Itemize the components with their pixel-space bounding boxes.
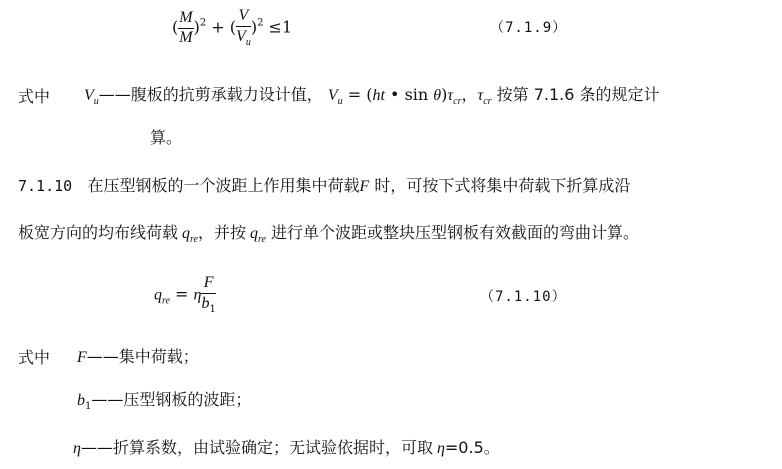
equation-7-1-9: ( $\frac{M}{M}$ )$^2$ + ( $\frac{V}{V_u}$ )$^2$ ≤1: [172, 7, 293, 48]
vu-formula: $V_u = (ht$ • $\sin \theta)\tau_{cr}$: [327, 85, 462, 107]
equation-number-7-1-10: （7.1.10）: [480, 289, 567, 305]
section-7-1-10-line-2: 板宽方向的均布线荷载 $q_{re}$，并按 $q_{re}$ 进行单个波距或整块压型钢板有效截面的弯曲计算。: [18, 223, 640, 245]
equation-7-1-10: $q_{re} = \eta$ $\frac{F}{b_1}$: [154, 274, 216, 315]
where-line-b1: $b_1——$压型钢板的波距；: [77, 390, 252, 412]
where-label-1: 式中: [18, 87, 51, 106]
where-line-f: F——集中荷载；: [77, 347, 199, 366]
where-line-eta: η——折算系数，由试验确定；无试验依据时，可取 η=0.5。: [73, 438, 500, 457]
vu-description: ——腹板的抗剪承载力设计值，: [98, 85, 323, 104]
where-label-2: 式中: [18, 348, 51, 367]
symbol-v-sub: u: [93, 96, 99, 107]
symbol-v: V: [84, 87, 94, 104]
section-number: 7.1.10: [18, 177, 73, 195]
section-7-1-10-line-1: 7.1.10 在压型钢板的一个波距上作用集中荷载F 时，可按下式将集中荷载下折算成沿: [18, 176, 631, 195]
where-line-vu-continued: 算。: [150, 128, 183, 147]
where-line-vu: $V_u——$腹板的抗剪承载力设计值， $V_u = (ht$ • $\sin \theta)\tau_{cr}$，$\tau_{cr}$ 按第 7.1.6 条的规定计: [84, 85, 660, 107]
equation-number-7-1-9: （7.1.9）: [490, 20, 568, 36]
